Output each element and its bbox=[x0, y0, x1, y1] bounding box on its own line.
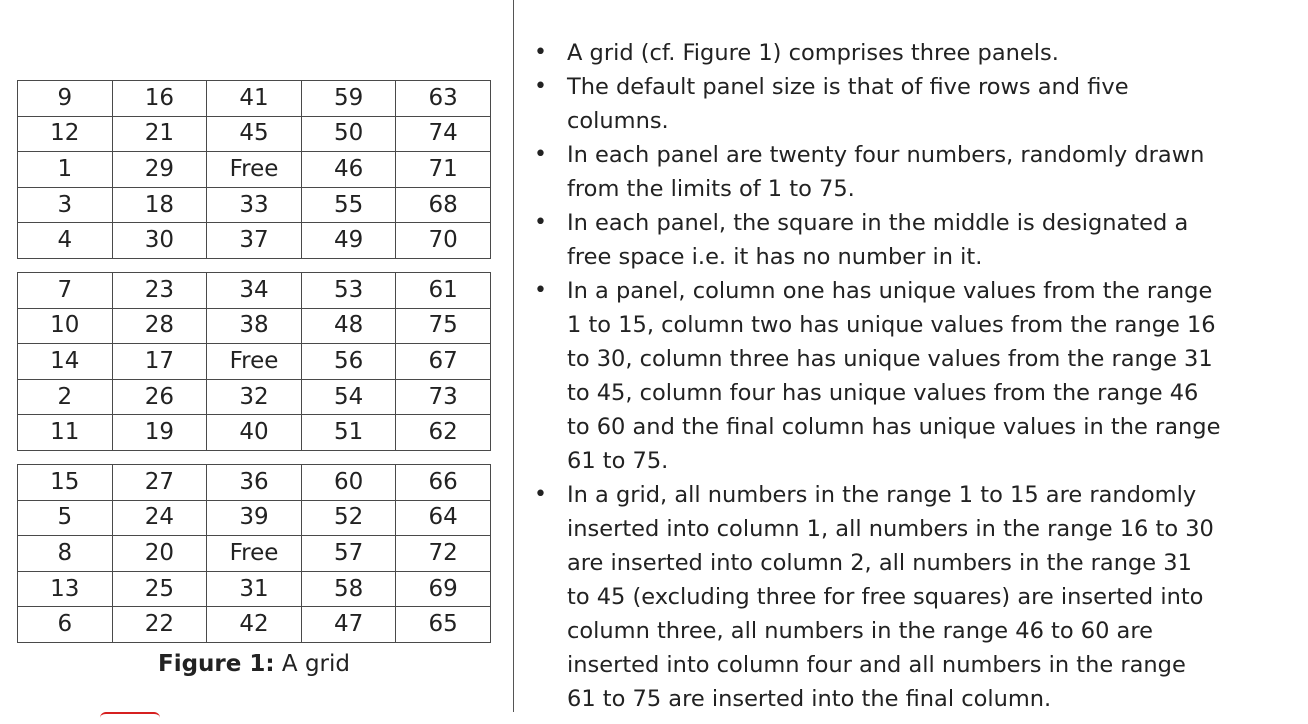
grid-cell: 62 bbox=[396, 415, 491, 451]
grid-cell: 34 bbox=[207, 273, 302, 309]
grid-cell: 32 bbox=[207, 379, 302, 415]
grid-cell: 19 bbox=[112, 415, 207, 451]
grid-row bbox=[18, 500, 491, 536]
grid-cell: 5 bbox=[18, 500, 113, 536]
grid-row bbox=[18, 116, 491, 152]
bullet-text-line: are inserted into column 2, all numbers in the range 31 bbox=[567, 550, 1192, 576]
grid-cell: 24 bbox=[112, 500, 207, 536]
bullet-text-line: to 30, column three has unique values from the range 31 bbox=[567, 346, 1213, 372]
bullet-text-line: to 45 (excluding three for free squares) are inserted into bbox=[567, 584, 1204, 610]
bullet-item bbox=[524, 274, 1304, 478]
bullet-dot-icon: • bbox=[534, 278, 547, 303]
grid-cell: 55 bbox=[301, 187, 396, 223]
bullet-text-line: A grid (cf. Figure 1) comprises three panels. bbox=[567, 40, 1059, 66]
bullet-item bbox=[524, 70, 1304, 138]
bullet-dot-icon: • bbox=[534, 210, 547, 235]
grid-cell: 42 bbox=[207, 607, 302, 643]
grid-cell: 70 bbox=[396, 223, 491, 259]
column-divider bbox=[513, 0, 514, 712]
grid-cell: 25 bbox=[112, 571, 207, 607]
grid-panel-2 bbox=[17, 272, 491, 451]
grid-cell: Free bbox=[207, 152, 302, 188]
grid-cell: 75 bbox=[396, 308, 491, 344]
grid-cell: 67 bbox=[396, 344, 491, 380]
grid-cell: 10 bbox=[18, 308, 113, 344]
bullet-text-line: columns. bbox=[567, 108, 669, 134]
grid-cell: 29 bbox=[112, 152, 207, 188]
grid-cell: 13 bbox=[18, 571, 113, 607]
grid-cell: 2 bbox=[18, 379, 113, 415]
grid-cell: 61 bbox=[396, 273, 491, 309]
grid-cell: 52 bbox=[301, 500, 396, 536]
grid-row bbox=[18, 415, 491, 451]
grid-panel-1 bbox=[17, 80, 491, 259]
grid-cell: 71 bbox=[396, 152, 491, 188]
grid-cell: 23 bbox=[112, 273, 207, 309]
grid-row bbox=[18, 273, 491, 309]
grid-panel-3 bbox=[17, 464, 491, 643]
grid-cell: 20 bbox=[112, 536, 207, 572]
bullet-text-line: free space i.e. it has no number in it. bbox=[567, 244, 983, 270]
bullet-item bbox=[524, 206, 1304, 274]
bullet-text-line: In each panel, the square in the middle is designated a bbox=[567, 210, 1189, 236]
grid-cell: 53 bbox=[301, 273, 396, 309]
bullet-dot-icon: • bbox=[534, 74, 547, 99]
grid-cell: 6 bbox=[18, 607, 113, 643]
grid-cell: 3 bbox=[18, 187, 113, 223]
grid-cell: 12 bbox=[18, 116, 113, 152]
grid-cell: 47 bbox=[301, 607, 396, 643]
grid-cell: 7 bbox=[18, 273, 113, 309]
grid-cell: 58 bbox=[301, 571, 396, 607]
grid-cell: 9 bbox=[18, 81, 113, 117]
grid-cell: 16 bbox=[112, 81, 207, 117]
grid-cell: 60 bbox=[301, 465, 396, 501]
grid-cell: 54 bbox=[301, 379, 396, 415]
grid-cell: 38 bbox=[207, 308, 302, 344]
bullet-dot-icon: • bbox=[534, 40, 547, 65]
grid-cell: 18 bbox=[112, 187, 207, 223]
grid-cell: 69 bbox=[396, 571, 491, 607]
grid-cell: 8 bbox=[18, 536, 113, 572]
grid-cell: 72 bbox=[396, 536, 491, 572]
grid-row bbox=[18, 223, 491, 259]
grid-cell: 59 bbox=[301, 81, 396, 117]
bullet-text-line: In a panel, column one has unique values from the range bbox=[567, 278, 1213, 304]
grid-cell: 49 bbox=[301, 223, 396, 259]
bullet-dot-icon: • bbox=[534, 142, 547, 167]
grid-cell: 74 bbox=[396, 116, 491, 152]
grid-row bbox=[18, 536, 491, 572]
grid-row bbox=[18, 379, 491, 415]
grid-cell: 17 bbox=[112, 344, 207, 380]
grid-cell: 37 bbox=[207, 223, 302, 259]
bullet-item bbox=[524, 478, 1304, 716]
bullet-text-line: 61 to 75. bbox=[567, 448, 669, 474]
grid-row bbox=[18, 187, 491, 223]
grid-cell: 39 bbox=[207, 500, 302, 536]
caption-label: Figure 1: bbox=[158, 651, 275, 677]
grid-cell: 1 bbox=[18, 152, 113, 188]
grid-cell: 22 bbox=[112, 607, 207, 643]
grid-cell: 56 bbox=[301, 344, 396, 380]
bullet-text-line: The default panel size is that of five rows and five bbox=[567, 74, 1129, 100]
bullet-dot-icon: • bbox=[534, 482, 547, 507]
bullet-text-line: to 45, column four has unique values from the range 46 bbox=[567, 380, 1199, 406]
grid-cell: 68 bbox=[396, 187, 491, 223]
grid-cell: 41 bbox=[207, 81, 302, 117]
bullet-text-line: column three, all numbers in the range 46 to 60 are bbox=[567, 618, 1153, 644]
bullet-text-line: In a grid, all numbers in the range 1 to 15 are randomly bbox=[567, 482, 1197, 508]
bullet-text-line: In each panel are twenty four numbers, randomly drawn bbox=[567, 142, 1205, 168]
grid-cell: Free bbox=[207, 344, 302, 380]
grid-cell: 27 bbox=[112, 465, 207, 501]
bullet-text-line: inserted into column 1, all numbers in the range 16 to 30 bbox=[567, 516, 1214, 542]
grid-cell: 65 bbox=[396, 607, 491, 643]
grid-cell: 33 bbox=[207, 187, 302, 223]
grid-row bbox=[18, 152, 491, 188]
grid-cell: 63 bbox=[396, 81, 491, 117]
grid-row bbox=[18, 465, 491, 501]
grid-cell: 57 bbox=[301, 536, 396, 572]
grid-cell: 51 bbox=[301, 415, 396, 451]
bullet-text-line: inserted into column four and all numbers in the range bbox=[567, 652, 1186, 678]
grid-cell: 4 bbox=[18, 223, 113, 259]
grid-row bbox=[18, 81, 491, 117]
grid-cell: 40 bbox=[207, 415, 302, 451]
grid-row bbox=[18, 607, 491, 643]
red-annotation-mark bbox=[100, 712, 160, 724]
grid-cell: 15 bbox=[18, 465, 113, 501]
grid-cell: 28 bbox=[112, 308, 207, 344]
grid-cell: 64 bbox=[396, 500, 491, 536]
grid-cell: 11 bbox=[18, 415, 113, 451]
bullet-text-line: from the limits of 1 to 75. bbox=[567, 176, 855, 202]
grid-cell: 26 bbox=[112, 379, 207, 415]
grid-cell: Free bbox=[207, 536, 302, 572]
bullet-text-line: 1 to 15, column two has unique values from the range 16 bbox=[567, 312, 1216, 338]
bullet-text-line: 61 to 75 are inserted into the final column. bbox=[567, 686, 1052, 712]
rules-bullet-list bbox=[524, 36, 1304, 716]
grid-cell: 36 bbox=[207, 465, 302, 501]
grid-cell: 14 bbox=[18, 344, 113, 380]
grid-cell: 45 bbox=[207, 116, 302, 152]
grid-row bbox=[18, 344, 491, 380]
bullet-item bbox=[524, 36, 1304, 70]
grid-row bbox=[18, 308, 491, 344]
grid-cell: 21 bbox=[112, 116, 207, 152]
bullet-item bbox=[524, 138, 1304, 206]
grid-cell: 48 bbox=[301, 308, 396, 344]
grid-cell: 66 bbox=[396, 465, 491, 501]
grid-cell: 46 bbox=[301, 152, 396, 188]
grid-cell: 73 bbox=[396, 379, 491, 415]
caption-text: A grid bbox=[274, 651, 350, 677]
grid-row bbox=[18, 571, 491, 607]
grid-cell: 30 bbox=[112, 223, 207, 259]
grid-cell: 50 bbox=[301, 116, 396, 152]
figure-caption bbox=[17, 651, 491, 677]
grid-cell: 31 bbox=[207, 571, 302, 607]
bullet-text-line: to 60 and the final column has unique values in the range bbox=[567, 414, 1221, 440]
